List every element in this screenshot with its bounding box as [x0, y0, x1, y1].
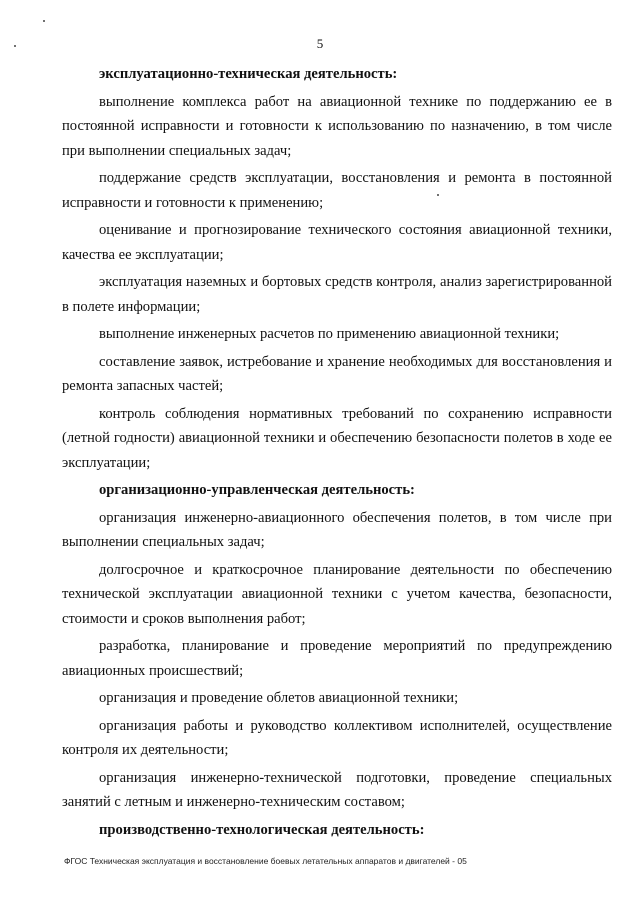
- heading-organizational-managerial: организационно-управленческая деятельность:: [99, 482, 415, 498]
- paragraph: разработка, планирование и проведение мероприятий по предупреждению авиационных происшествий;: [62, 638, 612, 679]
- page-footer: ФГОС Техническая эксплуатация и восстановление боевых летательных аппаратов и двигателей - 05: [64, 856, 467, 866]
- paragraph: выполнение комплекса работ на авиационной технике по поддержанию ее в постоянной исправности и готовности к использованию по назначению, в том числе при выполнении специальных задач;: [62, 93, 612, 159]
- paragraph: контроль соблюдения нормативных требований по сохранению исправности (летной годности) авиационной техники и обеспечению безопасности полетов в ходе ее эксплуатации;: [62, 405, 612, 471]
- paragraph: составление заявок, истребование и хранение необходимых для восстановления и ремонта запасных частей;: [62, 353, 612, 394]
- page-number: 5: [316, 36, 324, 51]
- paragraph: организация и проведение облетов авиационной техники;: [99, 690, 459, 706]
- paragraph: поддержание средств эксплуатации, восстановления и ремонта в постоянной исправности и готовности к применению;: [62, 170, 612, 211]
- heading-production-technological: производственно-технологическая деятельность:: [99, 821, 425, 838]
- paragraph: организация работы и руководство коллективом исполнителей, осуществление контроля их деятельности;: [62, 717, 612, 758]
- paragraph: организация инженерно-технической подготовки, проведение специальных занятий с летным и инженерно-техническим составом;: [62, 769, 612, 810]
- scan-speck: [43, 20, 45, 22]
- paragraph: эксплуатация наземных и бортовых средств контроля, анализ зарегистрированной в полете информации;: [62, 274, 612, 315]
- paragraph: выполнение инженерных расчетов по применению авиационной техники;: [99, 326, 560, 342]
- paragraph: долгосрочное и краткосрочное планирование деятельности по обеспечению технической эксплуатации авиационной техники с учетом качества, безопасности, стоимости и сроков выполнения работ;: [62, 561, 612, 627]
- paragraph: организация инженерно-авиационного обеспечения полетов, в том числе при выполнении специальных задач;: [62, 509, 612, 550]
- heading-operational-technical: эксплуатационно-техническая деятельность:: [99, 66, 398, 82]
- paragraph: оценивание и прогнозирование технического состояния авиационной техники, качества ее эксплуатации;: [62, 222, 612, 263]
- document-body: [62, 62, 612, 845]
